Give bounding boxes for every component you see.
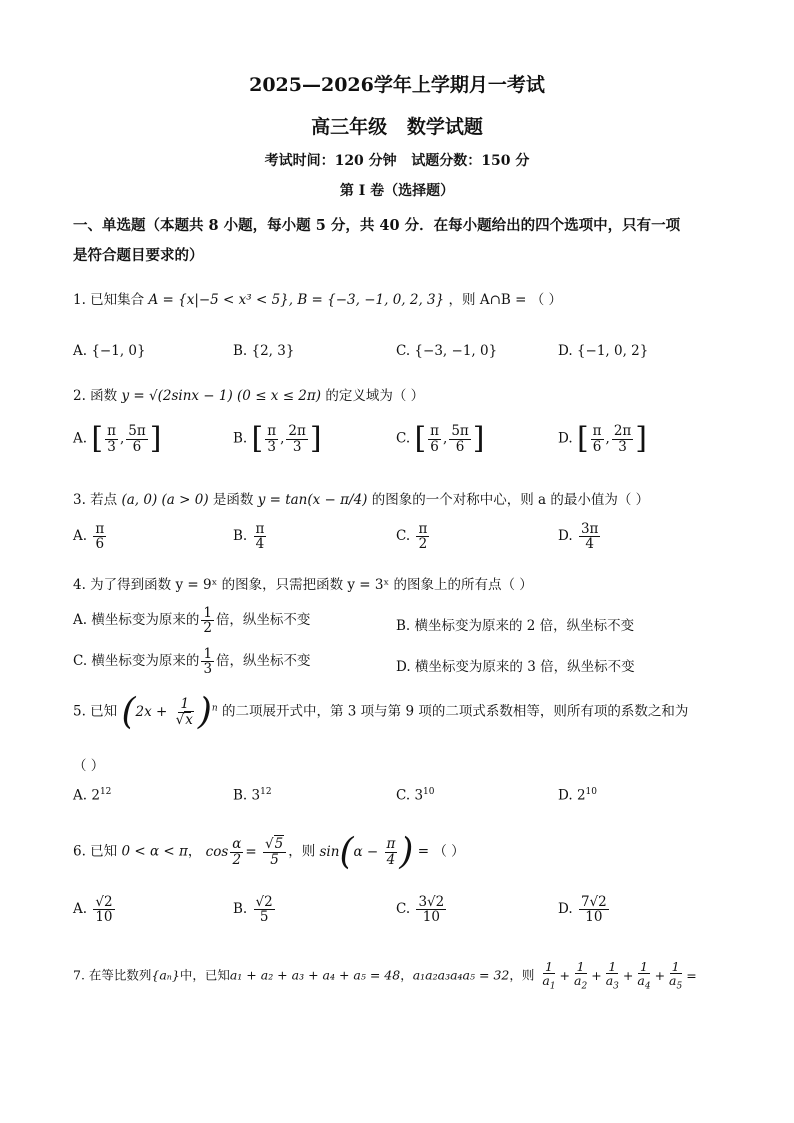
- question-2: [73, 384, 424, 404]
- q2-option-c: C. [ $\frac{\pi}{6}$ , $\frac{5\pi}{6}$ ]: [396, 421, 485, 456]
- q6-option-b: B. $\frac{√2}{5}$: [233, 894, 273, 926]
- q3-function: y = tan(x − π/4): [257, 492, 368, 508]
- question-3: [73, 488, 649, 508]
- q3-point: (a, 0) (a > 0): [121, 492, 209, 508]
- q2-option-d: D. [ $\frac{\pi}{6}$ , $\frac{2\pi}{3}$ ]: [558, 421, 648, 456]
- q6-cos: cos $\frac{\alpha}{2}$ = $\frac{√5}{5}$: [206, 844, 289, 860]
- q2-function: y = √(2sinx − 1) (0 ≤ x ≤ 2π): [121, 388, 322, 404]
- q1-prefix: 1. 已知集合: [73, 292, 145, 308]
- exam-subtitle: 高三年级 数学试题: [311, 116, 483, 138]
- q1-option-c: C. {−3, −1, 0}: [396, 343, 498, 359]
- volume-label: 第 I 卷（选择题）: [339, 183, 455, 199]
- q3-prefix: 3. 若点: [73, 492, 118, 508]
- q4-option-d: D. 横坐标变为原来的 3 倍，纵坐标不变: [396, 659, 635, 675]
- q5-option-a: A. $2^{12}$: [73, 787, 112, 804]
- question-4: 4. 为了得到函数 y = 9ˣ 的图象，只需把函数 y = 3ˣ 的图象上的所有点（ ）: [73, 577, 533, 593]
- q3-option-d: D. $\frac{3\pi}{4}$: [558, 521, 599, 553]
- section-heading-line1: 一、单选题（本题共 8 小题，每小题 5 分，共 40 分．在每小题给出的四个选项中，只有一项: [73, 217, 681, 234]
- q4-option-a: A. 横坐标变为原来的 $\frac{1}{2}$ 倍，纵坐标不变: [73, 605, 311, 637]
- q3-suffix: 的图象的一个对称中心，则 a 的最小值为（ ）: [371, 492, 650, 508]
- q1-suffix: ，则 A∩B = （ ）: [448, 292, 562, 308]
- question-5: 5. 已知 (2x + $\frac{1}{√x}$ )$^n$ 的二项展开式中，第 3 项与第 9 项的二项式系数相等，则所有项的系数之和为: [73, 691, 689, 732]
- q3-mid: 是函数: [212, 492, 254, 508]
- q5-paren: （ ）: [73, 758, 105, 774]
- q5-option-c: C. $3^{10}$: [396, 787, 435, 804]
- q6-option-c: C. $\frac{3√2}{10}$: [396, 894, 445, 926]
- q1-option-b: B. {2, 3}: [233, 343, 295, 359]
- q5-option-b: B. $3^{12}$: [233, 787, 272, 804]
- q3-option-a: A. $\frac{\pi}{6}$: [73, 521, 105, 553]
- question-1: [73, 288, 562, 308]
- q6-option-a: A. $\frac{√2}{10}$: [73, 894, 113, 926]
- question-7: 7. 在等比数列{aₙ}中，已知a₁ + a₂ + a₃ + a₄ + a₅ = 48，a₁a₂a₃a₄a₅ = 32，则 $\frac{1}{a_1}$ + $\frac{1}{a_2}$ + $\frac{1}{a_3}$ + $\frac{1}{a_4}$ + $\frac{1}{a_5}$ =: [73, 959, 697, 992]
- section-heading-line2: 是符合题目要求的）: [73, 247, 204, 264]
- q3-option-b: B. $\frac{\pi}{4}$: [233, 521, 265, 553]
- q4-option-c: C. 横坐标变为原来的 $\frac{1}{3}$ 倍，纵坐标不变: [73, 646, 311, 678]
- q2-prefix: 2. 函数: [73, 388, 118, 404]
- exam-info: 考试时间：120 分钟 试题分数：150 分: [264, 153, 530, 169]
- q6-option-d: D. $\frac{7√2}{10}$: [558, 894, 607, 926]
- question-6: 6. 已知 0 < α < π， cos $\frac{\alpha}{2}$ = $\frac{√5}{5}$ ，则 sin(α − $\frac{\pi}{4}$ ) = （ ）: [73, 831, 465, 872]
- q1-option-d: D. {−1, 0, 2}: [558, 343, 649, 359]
- q5-option-d: D. $2^{10}$: [558, 787, 597, 804]
- q5-binomial: (2x + $\frac{1}{√x}$ )$^n$: [121, 691, 218, 732]
- q4-option-b: B. 横坐标变为原来的 2 倍，纵坐标不变: [396, 618, 635, 634]
- q3-option-c: C. $\frac{\pi}{2}$: [396, 521, 428, 553]
- q2-option-a: A. [ $\frac{\pi}{3}$ , $\frac{5\pi}{6}$ ]: [73, 421, 162, 456]
- q1-sets: A = {x|−5 < x³ < 5}, B = {−3, −1, 0, 2, 3}: [148, 292, 445, 308]
- q1-option-a: A. {−1, 0}: [73, 343, 146, 359]
- q2-option-b: B. [ $\frac{\pi}{3}$ , $\frac{2\pi}{3}$ ]: [233, 421, 322, 456]
- exam-title: 2025—2026学年上学期月一考试: [249, 74, 545, 96]
- q6-sin: sin(α − $\frac{\pi}{4}$ ): [319, 831, 414, 872]
- q2-suffix: 的定义域为（ ）: [325, 388, 425, 404]
- q7-reciprocal-sum: $\frac{1}{a_1}$ + $\frac{1}{a_2}$ + $\frac{1}{a_3}$ + $\frac{1}{a_4}$ + $\frac{1}{a_5}$ =: [542, 959, 697, 992]
